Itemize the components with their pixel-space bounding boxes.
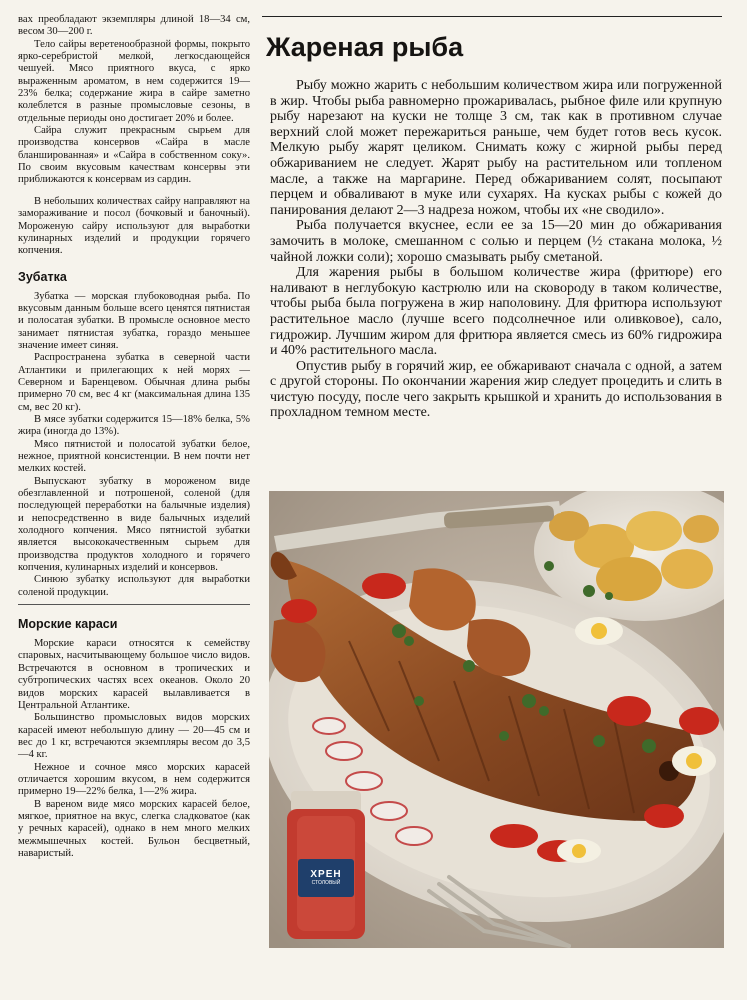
main-paragraph: Для жарения рыбы в большом количестве жира (фритюре) его наливают в неглубокую кастрюлю или на сковороду в таком количестве, чтобы рыба была погружена в жир наполовину. Для фритюра используют растительное масло (лучше всего подсолнечное или оливковое), сало, гидрожир. Лучшим жиром для фритюра является смесь из 60% гидрожира и 40% растительного масла. bbox=[270, 265, 722, 359]
left-column bbox=[18, 14, 250, 860]
main-paragraph: Опустив рыбу в горячий жир, ее обжаривают сначала с одной, а затем с другой стороны. По окончании жарения жир следует процедить и слить в чистую посуду, после чего закрыть крышкой и хранить до использования в прохладном темном месте. bbox=[270, 358, 722, 421]
zubatka-heading: Зубатка bbox=[18, 269, 67, 284]
karasi-paragraph: Морские караси относятся к семейству спаровых, насчитывающему большое число видов. Встречаются в основном в тропических и субтропических частях всех океанов. Около 20 видов морских карасей вылавливается в Центральной Атлантике. bbox=[18, 638, 250, 711]
karasi-paragraph: В вареном виде мясо морских карасей белое, мягкое, приятное на вкус, слегка сладковатое (как у речных карасей), однако в нем много мелких межмышечных костей. Бульон бесцветный, наваристый. bbox=[18, 798, 250, 859]
main-paragraph: Рыбу можно жарить с небольшим количеством жира или погруженной в жир. Чтобы рыба равномерно прожаривалась, рыбное филе или крупную рыбу нарезают на куски не толще 3 см, так как в противном случае верхний слой может пережариться раньше, чем будет готов весь кусок. Мелкую рыбу жарят целиком. Снимать кожу с жирной рыбы перед обжариванием не следует. Жарят рыбу на растительном или топленом масле, а также на маргарине. Перед обжариванием солят, посыпают перцем и обваливают в муке или сухарях. На кусках рыбы с кожей до панирования делают 2—3 надреза ножом, чтобы их «не сводило». bbox=[270, 78, 722, 218]
zubatka-paragraph: Мясо пятнистой и полосатой зубатки белое, нежное, приятной консистенции. В нем почти нет мелких костей. bbox=[18, 438, 250, 475]
zubatka-paragraph: Зубатка — морская глубоководная рыба. По вкусовым данным больше всего ценятся пятнистая и полосатая зубатки. В промысле основное место занимает пятнистая зубатка, гораздо меньшее значение имеет синяя. bbox=[18, 290, 250, 351]
section-divider bbox=[18, 604, 250, 605]
main-text bbox=[270, 78, 722, 421]
zubatka-paragraph: Распространена зубатка в северной части Атлантики и прилегающих к ней морях — Северном и Баренцевом. Обычная длина рыбы примерно 70 см, вес 4 кг (максимальная длина 135 см, вес 20 кг). bbox=[18, 352, 250, 413]
karasi-heading: Морские караси bbox=[18, 617, 118, 632]
header-rule bbox=[262, 16, 722, 17]
karasi-paragraph: Большинство промысловых видов морских карасей имеют небольшую длину — 20—45 см и вес до 1 кг, встречаются экземпляры весом до 3,5—4 кг. bbox=[18, 712, 250, 761]
page-title: Жареная рыба bbox=[266, 32, 464, 62]
zubatka-paragraph: Синюю зубатку используют для выработки соленой продукции. bbox=[18, 574, 250, 598]
main-paragraph: Рыба получается вкуснее, если ее за 15—20 мин до обжаривания замочить в молоке, смешанном с солью и перцем (½ стакана молока, ½ чайной ложки соли); хорошо смазывать рыбу сметаной. bbox=[270, 218, 722, 265]
karasi-paragraph: Нежное и сочное мясо морских карасей отличается хорошим вкусом, в нем содержится примерно 19—22% белка, 1—2% жира. bbox=[18, 761, 250, 798]
jar-label-sub: СТОЛОВЫЙ bbox=[311, 880, 341, 886]
horseradish-jar bbox=[287, 791, 365, 939]
saira-paragraph: Сайра служит прекрасным сырьем для производства консервов «Сайра в масле бланшированная» и «Сайра в собственном соку». По своим вкусовым качествам консервы эти приближаются к консервам из сардин. bbox=[18, 125, 250, 186]
saira-paragraph: В небольших количествах сайру направляют на замораживание и посол (бочковый и баночный). Мороженую сайру используют для выработки кулинарных изделий и продукции горячего копчения. bbox=[18, 195, 250, 257]
saira-paragraph: Тело сайры веретенообразной формы, покрыто ярко-серебристой мелкой, легкосдающейся чешуей. Мясо приятного вкуса, с ярко выраженным ароматом, в нем содержится 19—23% белка; содержание жира в сайре заметно колеблется в разные промысловые сезоны, в отдельные периоды оно достигает 20% и более. bbox=[18, 38, 250, 124]
zubatka-paragraph: Выпускают зубатку в мороженом виде обезглавленной и потрошеной, соленой (для последующей переработки на балычные изделия) и непосредственно в виде балычных изделий холодного копчения. Мясо пятнистой зубатки является высококачественным сырьем для производства продуктов холодного и горячего копчения, кулинарных изделий и консервов. bbox=[18, 475, 250, 574]
jar-label bbox=[298, 869, 354, 886]
saira-paragraph: вах преобладают экземпляры длиной 18—34 см, весом 30—200 г. bbox=[18, 14, 250, 38]
jar-label-main: ХРЕН bbox=[310, 869, 342, 880]
zubatka-paragraph: В мясе зубатки содержится 15—18% белка, 5% жира (иногда до 13%). bbox=[18, 413, 250, 438]
